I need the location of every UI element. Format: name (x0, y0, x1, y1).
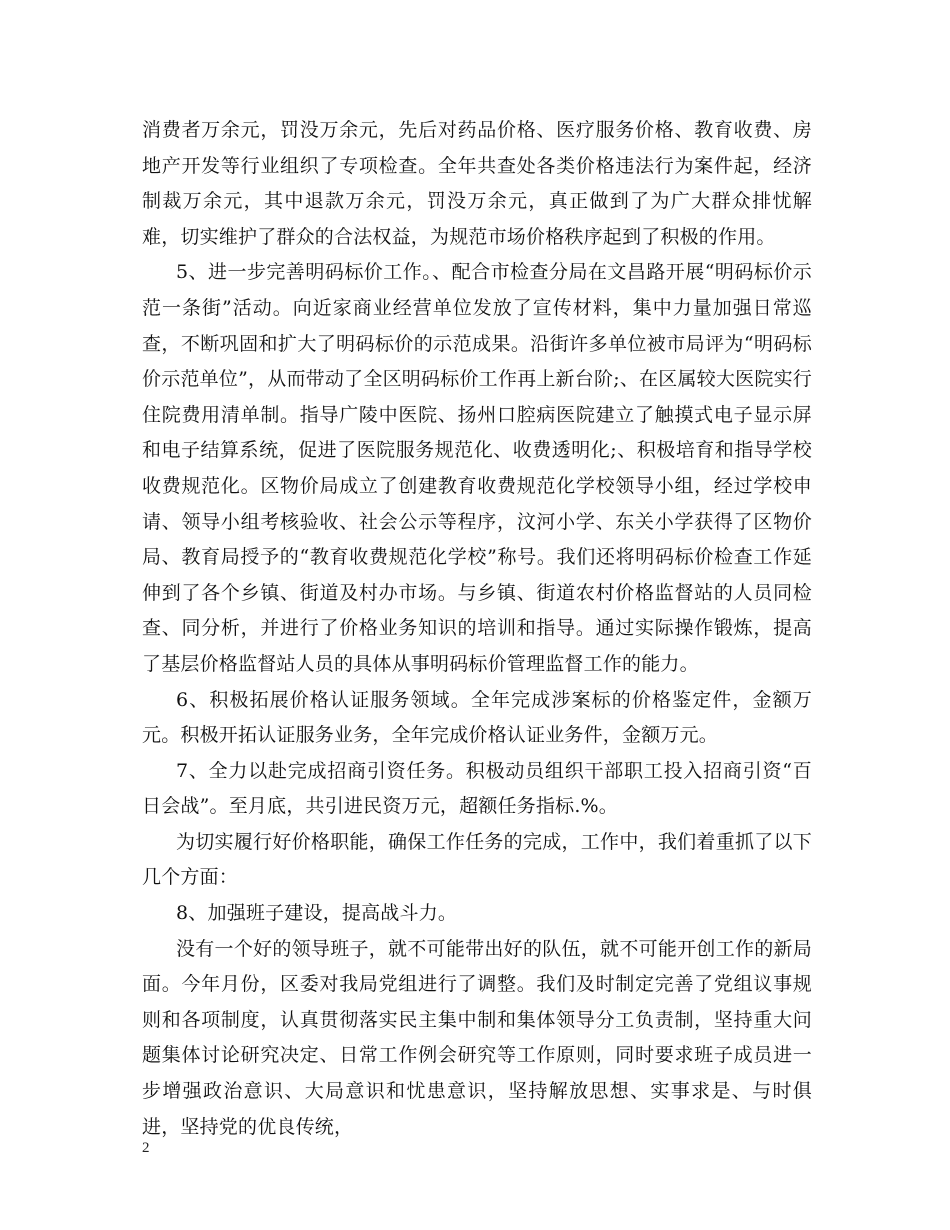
paragraph-item-6: 6、积极拓展价格认证服务领域。全年完成涉案标的价格鉴定件，金额万元。积极开拓认证服务业务，全年完成价格认证业务件，金额万元。 (142, 688, 812, 747)
paragraph-item-8-body: 没有一个好的领导班子，就不可能带出好的队伍，就不可能开创工作的新局面。今年月份，区委对我局党组进行了调整。我们及时制定完善了党组议事规则和各项制度，认真贯彻落实民主集中制和集体领导分工负责制，坚持重大问题集体讨论研究决定、日常工作例会研究等工作原则，同时要求班子成员进一步增强政治意识、大局意识和忧患意识，坚持解放思想、实事求是、与时俱进，坚持党的优良传统， (142, 937, 812, 1138)
page-number: 2 (142, 1140, 150, 1156)
paragraph-item-5: 5、进一步完善明码标价工作。、配合市检查分局在文昌路开展“明码标价示范一条街”活动。向近家商业经营单位发放了宣传材料，集中力量加强日常巡查，不断巩固和扩大了明码标价的示范成果。沿街许多单位被市局评为“明码标价示范单位”，从而带动了全区明码标价工作再上新台阶;、在区属较大医院实行住院费用清单制。指导广陵中医院、扬州口腔病医院建立了触摸式电子显示屏和电子结算系统，促进了医院服务规范化、收费透明化;、积极培育和指导学校收费规范化。区物价局成立了创建教育收费规范化学校领导小组，经过学校申请、领导小组考核验收、社会公示等程序，汶河小学、东关小学获得了区物价局、教育局授予的“教育收费规范化学校”称号。我们还将明码标价检查工作延伸到了各个乡镇、街道及村办市场。与乡镇、街道农村价格监督站的人员同检查、同分析，并进行了价格业务知识的培训和指导。通过实际操作锻炼，提高了基层价格监督站人员的具体从事明码标价管理监督工作的能力。 (142, 261, 812, 675)
document-body (142, 113, 812, 1145)
paragraph-item-7: 7、全力以赴完成招商引资任务。积极动员组织干部职工投入招商引资“百日会战”。至月底，共引进民资万元，超额任务指标.%。 (142, 759, 812, 818)
paragraph-item-8-heading: 8、加强班子建设，提高战斗力。 (176, 902, 458, 925)
paragraph-continuation: 消费者万余元，罚没万余元，先后对药品价格、医疗服务价格、教育收费、房地产开发等行业组织了专项检查。全年共查处各类价格违法行为案件起，经济制裁万余元，其中退款万余元，罚没万余元，真正做到了为广大群众排忧解难，切实维护了群众的合法权益，为规范市场价格秩序起到了积极的作用。 (142, 119, 812, 248)
paragraph-intro: 为切实履行好价格职能，确保工作任务的完成，工作中，我们着重抓了以下几个方面： (142, 830, 812, 889)
